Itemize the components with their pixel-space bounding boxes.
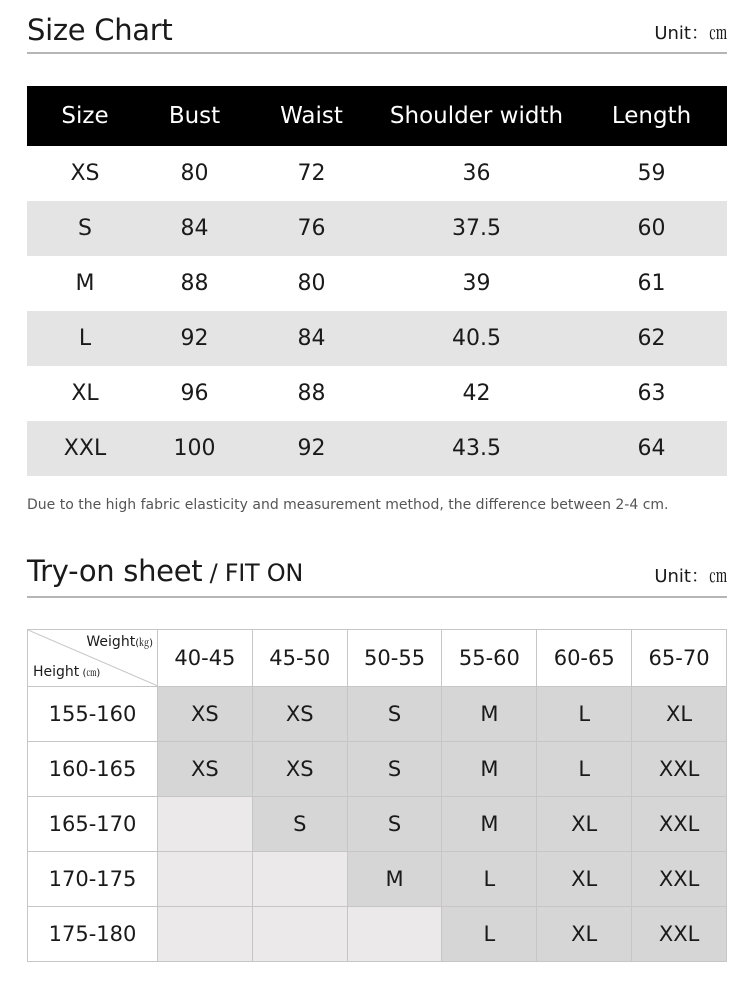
- fit-cell-empty: [252, 907, 347, 962]
- fit-cell: M: [347, 852, 442, 907]
- height-header: 175-180: [28, 907, 158, 962]
- fit-cell-empty: [158, 907, 253, 962]
- fit-cell-empty: [158, 852, 253, 907]
- table-cell: 84: [297, 326, 326, 351]
- table-cell: 39: [462, 271, 491, 296]
- height-header: 165-170: [28, 797, 158, 852]
- table-cell: 84: [180, 216, 209, 241]
- size-chart-divider: [27, 52, 727, 54]
- column-header: Waist: [280, 103, 343, 129]
- size-chart-header: [27, 15, 727, 45]
- table-cell: 64: [637, 436, 666, 461]
- weight-label-text: Weight: [86, 634, 136, 650]
- table-cell: 61: [637, 271, 666, 296]
- height-header: 170-175: [28, 852, 158, 907]
- fit-sheet-header-row: [28, 630, 727, 687]
- fit-cell: M: [442, 687, 537, 742]
- fit-cell-empty: [252, 852, 347, 907]
- table-cell: XXL: [63, 436, 107, 461]
- table-cell: XS: [70, 161, 100, 186]
- fit-cell: XL: [537, 852, 632, 907]
- fit-sheet-unit: Unit：㎝: [654, 566, 727, 587]
- table-cell: 59: [637, 161, 666, 186]
- weight-header: 60-65: [537, 630, 632, 687]
- fit-cell: XXL: [632, 852, 727, 907]
- height-unit: (㎝): [79, 668, 101, 679]
- table-cell: 96: [180, 381, 209, 406]
- fit-sheet-divider: [27, 596, 727, 598]
- fit-cell: XS: [252, 742, 347, 797]
- fit-cell: L: [537, 687, 632, 742]
- table-row: [27, 146, 727, 201]
- table-cell: 80: [297, 271, 326, 296]
- fit-cell: M: [442, 742, 537, 797]
- table-cell: 88: [297, 381, 326, 406]
- height-axis-label: [33, 664, 100, 680]
- fit-cell: XXL: [632, 797, 727, 852]
- table-cell: 60: [637, 216, 666, 241]
- column-header: Bust: [168, 103, 221, 129]
- table-row: [27, 311, 727, 366]
- weight-header: 40-45: [158, 630, 253, 687]
- fit-cell: XS: [158, 687, 253, 742]
- fit-sheet-subtitle: / FIT ON: [202, 559, 303, 587]
- height-header: 155-160: [28, 687, 158, 742]
- fit-cell: S: [347, 742, 442, 797]
- table-cell: L: [78, 326, 92, 351]
- table-cell: 36: [462, 161, 491, 186]
- fit-cell: M: [442, 797, 537, 852]
- table-cell: 43.5: [452, 436, 501, 461]
- table-cell: 40.5: [452, 326, 501, 351]
- fit-cell: XXL: [632, 742, 727, 797]
- table-row: [27, 256, 727, 311]
- table-cell: 76: [297, 216, 326, 241]
- height-header: 160-165: [28, 742, 158, 797]
- weight-header: 55-60: [442, 630, 537, 687]
- table-cell: 42: [462, 381, 491, 406]
- column-header: Shoulder width: [389, 103, 564, 129]
- fit-cell-empty: [347, 907, 442, 962]
- table-row: [27, 201, 727, 256]
- table-cell: 62: [637, 326, 666, 351]
- table-row: [28, 797, 727, 852]
- fit-cell: L: [442, 852, 537, 907]
- table-cell: 92: [180, 326, 209, 351]
- fit-sheet-header: [27, 554, 727, 588]
- fit-cell: S: [252, 797, 347, 852]
- table-cell: 37.5: [452, 216, 501, 241]
- table-row: [27, 421, 727, 476]
- fit-cell: XL: [537, 797, 632, 852]
- weight-unit: (㎏): [135, 638, 153, 649]
- table-row: [28, 907, 727, 962]
- table-cell: S: [78, 216, 92, 241]
- size-chart-unit: Unit：㎝: [654, 23, 727, 44]
- fit-cell: XS: [158, 742, 253, 797]
- fit-sheet-table: [27, 629, 727, 962]
- table-row: [27, 366, 727, 421]
- fit-cell: L: [537, 742, 632, 797]
- fit-cell: L: [442, 907, 537, 962]
- table-cell: 63: [637, 381, 666, 406]
- fit-cell-empty: [158, 797, 253, 852]
- table-row: [28, 742, 727, 797]
- size-chart-table: [27, 86, 727, 476]
- fit-sheet-title-main: Try-on sheet: [27, 554, 203, 588]
- table-cell: 92: [297, 436, 326, 461]
- weight-header: 65-70: [632, 630, 727, 687]
- corner-cell: [28, 630, 158, 687]
- fit-sheet-title: [27, 556, 303, 588]
- column-header: Size: [61, 103, 109, 129]
- fit-cell: XL: [632, 687, 727, 742]
- table-cell: XL: [71, 381, 99, 406]
- fit-cell: XL: [537, 907, 632, 962]
- height-label-text: Height: [33, 664, 80, 680]
- fit-cell: XXL: [632, 907, 727, 962]
- measurement-note: Due to the high fabric elasticity and measurement method, the difference between 2-4 cm.: [27, 497, 669, 513]
- table-cell: M: [75, 271, 95, 296]
- table-cell: 88: [180, 271, 209, 296]
- fit-cell: S: [347, 797, 442, 852]
- weight-header: 50-55: [347, 630, 442, 687]
- weight-header: 45-50: [252, 630, 347, 687]
- table-cell: 80: [180, 161, 209, 186]
- table-row: [28, 687, 727, 742]
- fit-cell: XS: [252, 687, 347, 742]
- weight-axis-label: [86, 634, 153, 650]
- table-cell: 72: [297, 161, 326, 186]
- column-header: Length: [611, 103, 692, 129]
- fit-cell: S: [347, 687, 442, 742]
- table-row: [28, 852, 727, 907]
- table-cell: 100: [173, 436, 216, 461]
- size-chart-title: Size Chart: [27, 13, 173, 47]
- size-chart-header-row: [27, 86, 727, 146]
